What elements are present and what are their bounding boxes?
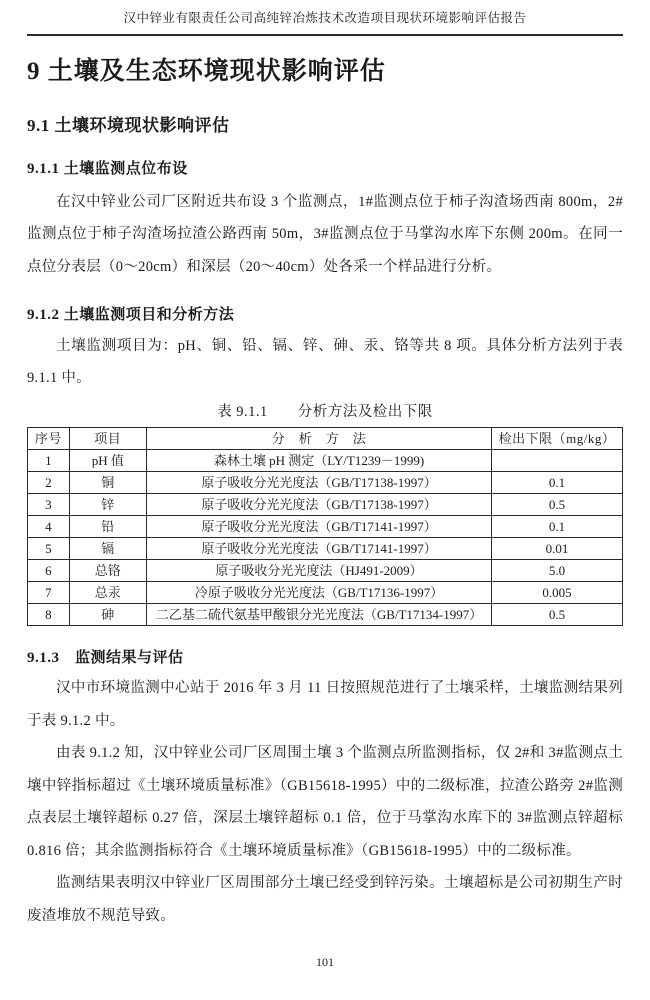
- table-row: [28, 537, 623, 559]
- paragraph-monitoring-points: 在汉中锌业公司厂区附近共布设 3 个监测点，1#监测点位于柿子沟渣场西南 800m，2#监测点位于柿子沟渣场拉渣公路西南 50m，3#监测点位于马掌沟水库下东侧 200m。在同一点位分表层（0～20cm）和深层（20～40cm）处各采一个样品进行分析。: [27, 193, 623, 275]
- paragraph-monitoring-items: 土壤监测项目为：pH、铜、铅、镉、锌、砷、汞、铬等共 8 项。具体分析方法列于表 9.1.1 中。: [27, 337, 623, 387]
- table-row: [28, 449, 623, 471]
- table-row: [28, 581, 623, 603]
- analysis-methods-table: [27, 427, 623, 626]
- cell-limit: [492, 449, 623, 471]
- cell-method: 冷原子吸收分光光度法（GB/T17136-1997）: [146, 581, 491, 603]
- cell-limit: 0.01: [492, 537, 623, 559]
- column-header-item: 项目: [69, 427, 146, 449]
- cell-item: 铅: [69, 515, 146, 537]
- cell-limit: 0.5: [492, 493, 623, 515]
- table-row: [28, 603, 623, 625]
- cell-method: 二乙基二硫代氨基甲酸银分光光度法（GB/T17134-1997）: [146, 603, 491, 625]
- cell-limit: 0.5: [492, 603, 623, 625]
- subsection-title-9-1-1: 9.1.1 土壤监测点位布设: [27, 161, 188, 178]
- chapter-title: 9 土壤及生态环境现状影响评估: [27, 58, 386, 85]
- cell-item: 锌: [69, 493, 146, 515]
- subsection-title-9-1-2: 9.1.2 土壤监测项目和分析方法: [27, 307, 235, 324]
- cell-method: 森林土壤 pH 测定（LY/T1239－1999): [146, 449, 491, 471]
- paragraph-conclusion: 监测结果表明汉中锌业厂区周围部分土壤已经受到锌污染。土壤超标是公司初期生产时废渣堆放不规范导致。: [27, 875, 623, 924]
- cell-method: 原子吸收分光光度法（HJ491-2009）: [146, 559, 491, 581]
- cell-index: 7: [28, 581, 70, 603]
- table-caption: 表 9.1.1 分析方法及检出下限: [217, 403, 433, 420]
- cell-index: 6: [28, 559, 70, 581]
- section-title-9-1: 9.1 土壤环境现状影响评估: [27, 116, 230, 136]
- table-row: [28, 559, 623, 581]
- table-header-row: [28, 427, 623, 449]
- paragraph-results: 由表 9.1.2 知，汉中锌业公司厂区周围土壤 3 个监测点所监测指标，仅 2#和 3#监测点土壤中锌指标超过《土壤环境质量标准》（GB15618-1995）中的二级标准，拉渣公路旁 2#监测点表层土壤锌超标 0.27 倍，深层土壤锌超标 0.1 倍，位于马掌沟水库下的 3#监测点锌超标 0.816 倍；其余监测指标符合《土壤环境质量标准》（GB15618-1995）中的二级标准。: [27, 745, 623, 859]
- cell-item: pH 值: [69, 449, 146, 471]
- cell-item: 铜: [69, 471, 146, 493]
- cell-limit: 0.1: [492, 515, 623, 537]
- table-row: [28, 471, 623, 493]
- cell-index: 3: [28, 493, 70, 515]
- cell-method: 原子吸收分光光度法（GB/T17138-1997）: [146, 471, 491, 493]
- cell-limit: 0.1: [492, 471, 623, 493]
- cell-index: 5: [28, 537, 70, 559]
- subsection-title-9-1-3: 9.1.3 监测结果与评估: [27, 649, 184, 666]
- cell-index: 2: [28, 471, 70, 493]
- cell-index: 4: [28, 515, 70, 537]
- page-number: 101: [316, 955, 334, 969]
- cell-item: 总汞: [69, 581, 146, 603]
- column-header-index: 序号: [28, 427, 70, 449]
- cell-limit: 5.0: [492, 559, 623, 581]
- cell-method: 原子吸收分光光度法（GB/T17141-1997）: [146, 537, 491, 559]
- cell-item: 砷: [69, 603, 146, 625]
- column-header-method: 分 析 方 法: [146, 427, 491, 449]
- cell-index: 1: [28, 449, 70, 471]
- cell-method: 原子吸收分光光度法（GB/T17141-1997）: [146, 515, 491, 537]
- table-row: [28, 515, 623, 537]
- paragraph-sampling: 汉中市环境监测中心站于 2016 年 3 月 11 日按照规范进行了土壤采样，土壤监测结果列于表 9.1.2 中。: [27, 680, 623, 729]
- page-header: 汉中锌业有限责任公司高纯锌冶炼技术改造项目现状环境影响评估报告: [27, 10, 623, 36]
- cell-limit: 0.005: [492, 581, 623, 603]
- table-row: [28, 493, 623, 515]
- column-header-limit: 检出下限（mg/kg）: [492, 427, 623, 449]
- cell-item: 镉: [69, 537, 146, 559]
- cell-index: 8: [28, 603, 70, 625]
- cell-method: 原子吸收分光光度法（GB/T17138-1997）: [146, 493, 491, 515]
- cell-item: 总铬: [69, 559, 146, 581]
